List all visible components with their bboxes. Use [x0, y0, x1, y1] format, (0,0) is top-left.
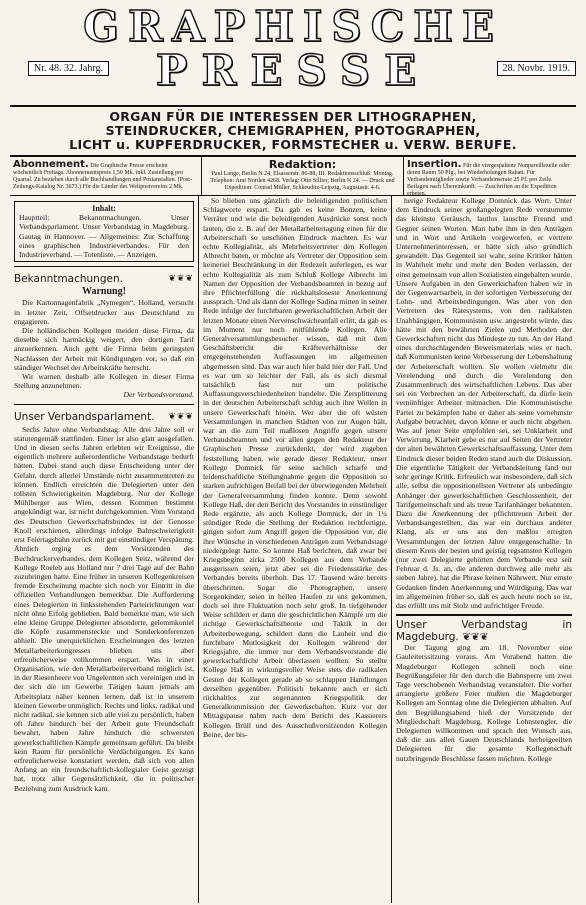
- subtitle-line2: STEINDRUCKER, CHEMIGRAPHEN, PHOTOGRAPHEN,: [105, 123, 481, 138]
- contents-text: Hauptteil: Bekanntmachungen. Unser Verbandsparlament. Unser Verbandstag in Magdeburg. Gautag in Hannover. — Allgemeines: Zur Schaffung eines graphischen Industrieverbandes. Für den Industrieverband. — Totenliste. — Anzeigen.: [19, 213, 189, 260]
- parlament-text-col1: Sechs Jahre ohne Verbandstag. Alle drei Jahre soll er statutengemäß stattfinden. Einer ist also glatt ausgefallen. Und in diesen sechs Jahren erlebten wir Ereignisse, die eigentlich mehrere außerordentliche Verbandstage bedurft hätten. Dabei stand auch diese Entscheidung unter der Gefahr, durch allerlei Umstände nicht zusammentreten zu können. Endlich erreichten die Delegierten unter den tollsten Schwierigkeiten Magdeburg. Nur der Kollege Mühlberger aus Wien, dessen Kommen bestimmt angekündigt war, ist nicht durchgekommen. Vom Vorstand des Deutschen Gewerkschaftsbundes ist der Genosse Knoll erschienen, allerdings infolge Bahnschwierigkeit erst Feiertagsbahn zurück mit gut einstündiger Verspätung. Ähnlich erging es dem Vorsitzenden des Buchdruckerverbandes, dem Kollegen Seitz, während der Kollege Roeleb aus Holland nur ? drei Tage auf der Bahn zuzubringen hatte. Eine früher in unseren Kollegenkreisen fremde Erscheinung machte sich noch vor Eintritt in die offiziellen Verhandlungen bemerkbar. Die Aufforderung eines Delegierten in linksstehenden Parteirichtungen war nicht ohne Erfolg geblieben. Bald bemerkte man, wie sich eine kleine Gruppe Delegierter absonderte, gelemmkoniel die Köpfe zusammensteckte und Sonderkonferenzen abhielt. Die unerquicklichen Erscheinungen des letzten Metallarbeiterkongresses blieben uns aber erfreulicherweise vollkommen erspart. Was in einer Organisation, wie den Metallarbeiterverband möglich ist, in der Riesenheere von Ungelernten sich vereinigen und in der sich die im Gewerbe Tätigen kaum jemals am Arbeitsplatz näher kennen lernen, daß ist in unserem kleinen Gewerbe unmöglich. Rechts und links, radikal und nicht radikal, sie kennen sich alle viel zu persönlich, haben oft Jahre hindurch bei der Arbeit gute Freundschaft bewahrt, haben Jahre hindurch die schwersten gewerkschaftlichen Kämpfe gemeinsam geführt. Da bleibt kein Raum für persönliche Verdächtigungen. Es kann erfreulicherweise konstatiert werden, daß sich von allen Anfang an ein freundschaftlich-kollegialer Geist gezeigt hat, trotz aller Gegensätzlichkeit, die in politischer Beziehung zum Ausdruck kam.: [14, 424, 194, 793]
- bekanntmachungen-paragraph: Die Kartonnagenfabrik „Nymegen“, Holland, versucht in letzter Zeit, Offsetdrucker aus Deutschland zu engagieren.: [14, 298, 194, 326]
- newspaper-page: [10, 2, 576, 895]
- bekanntmachungen-title: Bekanntmachungen.: [14, 273, 123, 286]
- subtitle-line3: LICHT u. KUPFERDRUCKER, FORMSTECHER u. VERW. BERUFE.: [69, 137, 517, 152]
- subtitle: [10, 107, 576, 157]
- table-of-contents: [14, 201, 194, 262]
- ornament-icon: ❦❦❦: [168, 274, 194, 285]
- parlament-heading: [14, 411, 194, 423]
- bekanntmachungen-heading: [14, 273, 194, 285]
- magdeburg-text: Der Tagung ging am 18. November eine Gauleiterssitzung voraus. Am Vorabend hatten die Magdeburger Kollegen schnell noch eine Begrüßungsfeier für den durch die Bahnsperre um zwei Tage verschobenen Verbandstag veranstaltet. Die vorher arrangierte größere Feier mußten die Magdeburger Kollegen am Sonntag ohne die Delegierten abhalten. Auf den Begrüßungsabend hieß der Vorsitzende der Mitgliedschaft Magdeburg, Kollege Lohnstengler, die Delegierten willkommen und sprach den Wunsch aus, daß die aus allen Gauen Deutschlands herbeigeeilten Delegierten für die gesamte Kollegenschaft nutzbringende Beschlüsse fassen möchten. Kollege: [396, 643, 572, 763]
- insertion-text: Für die viergespaltene Nonpareillezeile oder deren Raum 50 Pfg., bei Wiederholungen Rabatt. Für Verbandsmitglieder sowie Verbandsinserate 25 Pf. pro Zeile. Beilagen nach Übereinkunft. — Zuschriften an die Expedition erbeten.: [407, 163, 570, 195]
- redaktion-text: Paul Lange, Berlin N 24, Elsasserstr. 86-88, III. Redaktionsschluß: Montag. Telephon: Amt Norden 4268. Verlag: Otto Sillier, Berlin N 24. — Druck und Expedition: Conrad Müller, Schkeuditz-Leipzig, Augustastr. 4-6.: [210, 171, 395, 191]
- signature: Der Verbandsvorstand.: [123, 390, 194, 400]
- redaktion-notice: [202, 157, 404, 195]
- bekanntmachungen-paragraph: Wir warnen deshalb alle Kollegen in dieser Firma Stellung anzunehmen.: [14, 372, 194, 391]
- column-2: [199, 196, 392, 903]
- issue-date: 28. Novbr. 1919.: [497, 61, 577, 76]
- abonnement-notice: [10, 157, 202, 195]
- warning-heading: Warnung!: [82, 286, 126, 298]
- masthead: [10, 2, 576, 107]
- masthead-title-line2: PRESSE: [155, 46, 431, 95]
- subtitle-line1: ORGAN FÜR DIE INTERESSEN DER LITHOGRAPHEN,: [109, 109, 477, 124]
- contents-title: Inhalt:: [92, 204, 116, 213]
- magdeburg-title: Unser Verbandstag in Magdeburg.: [396, 619, 572, 644]
- parlament-text-col2: So blieben uns gänzlich die beleidigenden politischen Schlagworte erspart. Da gab es keine Bonzen, keine Verräter und wie die beleidigenden Ausdrücke sonst noch lauten, die z. B. auf der Metallarbeitertagung einen für die Arbeiterschaft so unschönen Eindruck machten. Es war echte Kollegialität, als Mehrheitsvertreter den Kollegen Albrecht baten, er möchte als Vertreter der Opposition sein keineriei Beschränkung in der Redezeit auferlegen, es war echte Kollegialität als zum Schluß Kollege Albrecht im Namen der Opposition der Verbandsbeamten in bezug auf ihre Pflichterfüllung die rückhaltsloseste Anerkennung aussprach. Und als dann der Kollege Sadina mitten in seiner Rede infolge der furchtbaren gewerkschaftlichen Arbeit der letzten Monate einen Nervenschwächeanfall erlitt, da gab es im Moment nur noch mitfühlende Kollegen. Alle Generalversammlungsbesucher wissen, daß mit dem Geschäftsbericht die Kräfteverhältnisse der entgegenstehenden Auffassungen im allgemeinen abgemessen sind. Das war auch hier bald hier der Fall. Und es war um so leichter der Fall, als es sich diesmal tatsächlich fast nur um politische Auffassungsverschiedenheiten handelte. Die Zersplitterung in der deutschen Arbeiterschaft schlug auch ihre Wellen in unsere Gewerkschaft hinein. Wer aber die oft wüsten Versammlungen in manchen Städten von zur Augen hält, war an die zum Teil maßlosen Angriffe gegen unsere Verbandsbeamten und vor allen gegen den Redakteur der Graphischen Presse zurückdenkt, der wird zugeben feststellung haben, wie gerade dieser Redakteur, unser Kollege Domnick für seine sachlich scharfe und leidenschaftliche Stellungnahme gegen die Opposition so starken aufrichtigen Beifall bei der überwiegenden Mehrheit der Generalversammlung finden konnte. Denn sowohl Kollege Haß, der den Bericht des Vorstandes in einstündiger Rede ergänzte, als auch Kollege Domnick, der in 1¼ stündiger Rede die Stellung der Redaktion rechtfertigte, gingen sofort zum Angriff gegen die Opposition vor, die ihre Wünsche in verschiedenen Anträgen zum Verbandstage niedergelegt hatte. So konnte Haß berichten, daß zwar bei Kriegsbeginn zirka 2500 Kollegen aus dem Verbande ausgerissen seien, jetzt aber sei die Friedensstärke des Verbandes bereits überholt. Das 17. Tausend wäre bereits überschritten. Sogar die Photographen, unsere Sorgenkinder, seien in hellen Haufen zu uns gekommen, doch sei ihre Fluktuation noch sehr groß. In tiefgehender Weise schildert er dann die geschichtlichen Kämpfe um die richtige Gewerkschaftstheorie und Taktik in der Arbeiterbewegung, schildert dann die Lauheit und die furchtbare Mutlosigkeit der Kollegen während der Kriegsjahre, die immer nur dem Verbandsvorstande die gewerkschaftliche Arbeit überlassen wollten. So stellte Kollege Haß in wirkungsvoller Weise stets die radikalen Gesten der Kollegen gerade ab so schlappen Handlungen derselben gegenüber. Politisch bekannte auch er sich rückhaltlos zur sogenannten Kriegspolitik der Generalkommission der Gewerkschaften. Kurz vor der Mittagspause nahm nach dem Bericht des Kassierers Kollegen Brüll und des Ausschußvorsitzenden Kollegen Beine, der bis-: [203, 196, 387, 739]
- ornament-icon: ❦❦❦: [462, 631, 489, 644]
- divider: [14, 266, 194, 267]
- redaktion-heading: Redaktion:: [268, 158, 337, 171]
- article-columns: [10, 196, 576, 903]
- masthead-title-line1: GRAPHISCHE: [83, 2, 503, 51]
- insertion-heading: Insertion.: [407, 159, 462, 170]
- abonnement-heading: Abonnement.: [13, 159, 89, 170]
- column-1: [10, 196, 199, 903]
- issue-number: Nr. 48. 32. Jahrg.: [28, 61, 109, 76]
- parlament-text-col3: herige Redakteur Kollege Domnick das Wort. Unter dem Eindruck seiner großangelegten Rede verstummte das kleinste Geräusch, lautlos lauschte Freund und Gegner seinen Worten. Man habe ihm in den Anträgen und in Wort und Artikeln vorgeworfen, er vertrete Unternehmerinteressen, er hätte sich also gründlich gewandelt. Das Gegenteil sei wahr, seine Kritiker hätten in Wahrheit mehr und mehr den Boden verlassen, der einst gemeinsam von allen Sozialisten eingehalten wurde. Unsere Aufgaben in den Gewerkschaften haben wir in der Gegenwartsarbeit, in der sofortigen Verbesserung der Lohn- und Arbeitsbedingungen. Was aber von den Vertretern des Rätesystems, von den radikalsten Unabhängigen, Kommunisten usw. angestrebt würde, das hätte mit den bewährten Zielen und Methoden der Gewerkschaften nicht das Mindeste zu tun. An der Hand eines durchschlagenden Beweismaterials wies er nach, daß Kommunisten keine Verbesserung der Lebenshaltung der Arbeiterschaft wollten. Sie wollen vielmehr die Verelendung und durch die Verelendung den Zusammenbruch des wirtschaftlichen Lebens. Das aber sei ein Verbrechen an der Arbeiterschaft, da dürfe kein vernünftiger Arbeiter mitmachen. Die Kommunistische Partei zu bekämpfen habe er daher als seine vornehmste Aufgabe betrachtet, davon könne er auch nicht abgehen. Was auf jener Seite empfohlen sei, sei Unklarheit und Verwirrung, Klarheit gebe es nur auf Seiten der Vertreter der alten bewährten Gewerkschaftsauffassung. Unter dem Eindruck dieser beiden Reden stand auch die Diskussion. Die eigentliche Tätigkeit der Verbandsleitung fand nur sehr geringe Kritik. Erfreulich war insbesondere, daß sich alle, selbst die oppositionellsten Vertreter als unbedingte Anhänger der gewerkschaftlichen Geschlossenheit, der Tarifgemeinschaft und als treue Tarifanhänger bekannten. Dazu die Anerkennung der pflichttreuen Arbeit der Verbandsangestellten, das war ein durchaus anderer Klang, als er uns aus den maßlos erregten Versammlungen der letzten Jahre entgegenschallte. In diesem Kreis der besten und geistig regsamsten Kollegen (nur zwei Delegierte gehörten dem Verbande erst seit Februar d. Js. an, die anderen durchweg alle mehr als sieben Jahre), hat die Phrase keinen Nährwert. Nur ernste Gedanken finden Anerkennung und Würdigung. Das war im allgemeinen früher so, daß es auch heute noch so ist, das erfüllt uns mit Stolz und aufrichtiger Freude.: [396, 196, 572, 610]
- insertion-notice: [404, 157, 576, 195]
- column-3: [392, 196, 576, 903]
- divider: [14, 404, 194, 405]
- ornament-icon: ❦❦❦: [168, 411, 194, 422]
- magdeburg-heading: [396, 614, 572, 643]
- abonnement-text: Die Graphische Presse erscheint wöchentlich Freitags. Abonnementspreis 1,50 Mk. inkl. Zustellung pro Quartal. Zu beziehen durch alle Buchhandlungen und Postanstalten. (Post-Zeitungs-Katalog Nr. 3673.) Für die Länder des Weltpostvereins 2 Mk.: [13, 163, 192, 190]
- bekanntmachungen-paragraph: Die holländischen Kollegen meiden diese Firma, da dieselbe sich hartnäckig weigert, den dortigen Tarif anzuerkennen. Auch geht die Firma beim geringsten Nachlassen der Arbeit mit Kündigungen vor, so daß ein ständiger Wechsel der Arbeitskräfte herrscht.: [14, 326, 194, 372]
- notice-row: [10, 157, 576, 196]
- parlament-title: Unser Verbandsparlament.: [14, 410, 155, 423]
